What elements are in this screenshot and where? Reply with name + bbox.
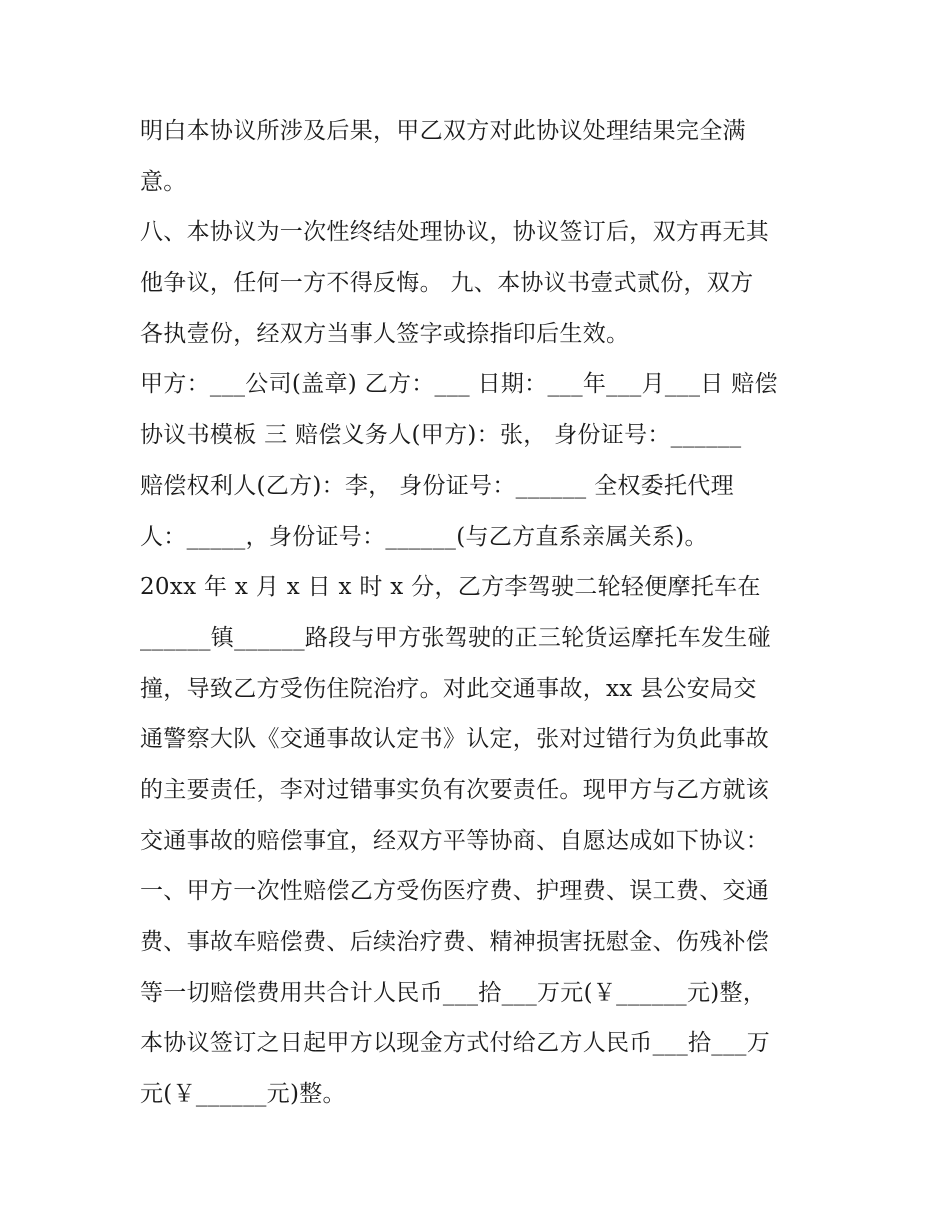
text-line: 他争议，任何一方不得反悔。 九、本协议书壹式贰份，双方 xyxy=(140,270,754,297)
text-line: 撞，导致乙方受伤住院治疗。对此交通事故，xx 县公安局交 xyxy=(140,675,757,702)
agreement-text xyxy=(140,106,820,1120)
text-line: 甲方：___公司(盖章) 乙方：___ 日期：___年___月___日 赔偿 xyxy=(140,371,778,398)
text-line: ______镇______路段与甲方张驾驶的正三轮货运摩托车发生碰 xyxy=(140,624,771,651)
text-line: 一、甲方一次性赔偿乙方受伤医疗费、护理费、误工费、交通 xyxy=(140,878,770,905)
text-line: 元(￥______元)整。 xyxy=(140,1081,346,1108)
text-line: 八、本协议为一次性终结处理协议，协议签订后，双方再无其 xyxy=(140,219,770,246)
text-line: 协议书模板 三 赔偿义务人(甲方)：张， 身份证号：______ xyxy=(140,422,742,449)
text-line: 等一切赔偿费用共合计人民币___拾___万元(￥______元)整， xyxy=(140,979,767,1006)
text-line: 明白本协议所涉及后果，甲乙双方对此协议处理结果完全满 xyxy=(140,118,746,144)
text-line: 通警察大队《交通事故认定书》认定，张对过错行为负此事故 xyxy=(140,726,770,753)
text-line: 交通事故的赔偿事宜，经双方平等协商、自愿达成如下协议： xyxy=(140,827,770,854)
text-line: 人：_____，身份证号：______(与乙方直系亲属关系)。 xyxy=(140,523,708,550)
text-line: 费、事故车赔偿费、后续治疗费、精神损害抚慰金、伤残补偿 xyxy=(140,929,770,955)
text-line: 赔偿权利人(乙方)：李， 身份证号：______ 全权委托代理 xyxy=(140,472,734,499)
text-line: 本协议签订之日起甲方以现金方式付给乙方人民币___拾___万 xyxy=(140,1030,770,1057)
text-line: 意。 xyxy=(140,168,187,195)
text-line: 的主要责任，李对过错事实负有次要责任。现甲方与乙方就该 xyxy=(140,776,770,803)
text-line: 各执壹份，经双方当事人签字或捺指印后生效。 xyxy=(140,320,630,347)
text-line: 20xx 年 x 月 x 日 x 时 x 分，乙方李驾驶二轮轻便摩托车在 xyxy=(140,574,761,601)
